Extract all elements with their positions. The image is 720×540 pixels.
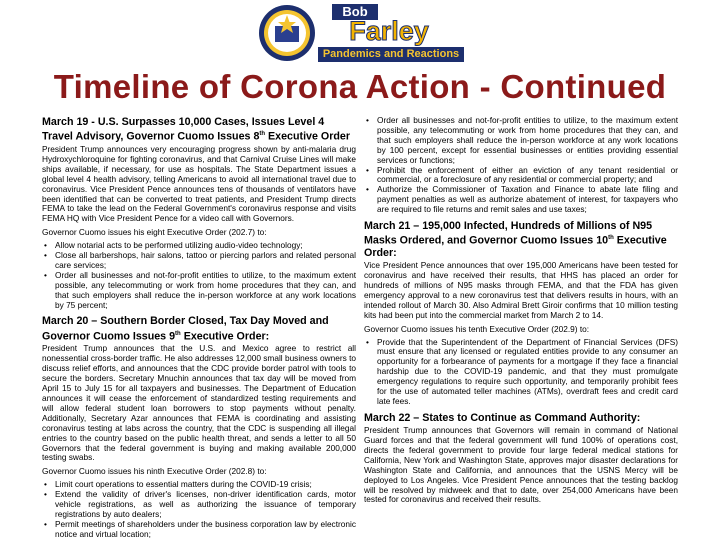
list-item: • Authorize the Commissioner of Taxation and Finance to abate late filing and payment penalties as well as authorize abatement of interest, for taxpayers who are required to file returns and remit sales and use taxes; [364,185,678,215]
list-item: • Close all barbershops, hair salons, tattoo or piercing parlors and related personal care services; [42,251,356,271]
executive-order-list [42,480,356,539]
executive-order-list-continued [364,116,678,215]
logo [258,4,464,62]
section-body-march-20: President Trump announces that the U.S. and Mexico agree to restrict all nonessential cross-border traffic. He also addresses 12,000 small business owners to discuss relief efforts, and announces that the CDC provide border patrol with tools to secure the borders. Secretary Mnuchin announces that tax day will be moved from April 15 to July 15 for all taxpayers and businesses. The Department of Education announces it will cease the enforcement of standardized testing requirements and will allow federal student loan borrowers to stop payments without penalty. Additionally, Secretary Azar announces that FEMA is coordinating and assisting coronavirus testing at labs across the country, that the CDC is suspending all illegal entries to the country based on the public health threat, and sends a letter to all 50 Governors that the federal government is buying and making available 200,000 testing swabs. [42,343,356,463]
section-heading-march-19: March 19 - U.S. Surpasses 10,000 Cases, Issues Level 4 Travel Advisory, Governor Cuomo Issues 8th Executive Order [42,116,351,143]
list-item: • Prohibit the enforcement of either an eviction of any tenant residential or commercial, or a foreclosure of any residential or commercial property; and [364,166,678,186]
list-item: • Order all businesses and not-for-profit entities to utilize, to the maximum extent possible, any telecommuting or work from home procedures that they can, and that such employers shall reduce the in-person workforce at any work locations by 100 percent, except for essential businesses or entities providing essential services or functions; [364,116,678,166]
executive-order-list [42,241,356,310]
section-heading-march-20: March 20 – Southern Border Closed, Tax Day Moved and Governor Cuomo Issues 9th Executive Order: [42,315,329,343]
section-body-march-22: President Trump announces that Governors will remain in command of National Guard forces and that the federal government will fund 100% of operations cost, directs the federal government to provide four large federal medical stations for California, New York and Washington State, approves major disaster declarations for Washington State and California, and announces that the USNS Mercy will be deployed to Los Angeles. Vice President Pence announces that the testing backlog will be resolved by midweek and that to date, over 254,000 Americans have been tested for coronavirus and received their results. [364,425,678,505]
logo-top-text: Bob [332,4,378,20]
list-item: • Limit court operations to essential matters during the COVID-19 crisis; [42,480,356,490]
section-body-march-19: President Trump announces very encouraging progress shown by anti-malaria drug Hydroxychloroquine for fighting coronavirus, and that Carnival Cruise Lines will make ships available, if necessary, for use as hospitals. The State Department issues a global level 4 health advisory, telling Americans to avoid all international travel due to coronavirus. Vice President Pence announces tens of thousands of ventilators have been identified that can be converted to treat patients, and President Trump directs FEMA to take the lead on the Federal Government's coronavirus response and visits FEMA HQ with Vice President Pence for a video call with Governors. [42,143,356,224]
right-column [364,116,678,508]
list-item: • Extend the validity of driver's licenses, non-driver identification cards, motor vehicle registrations, as well as authorizing the issuance of temporary registrations by auto dealers; [42,490,356,520]
page-title: Timeline of Corona Action - Continued [53,68,667,105]
list-item: • Provide that the Superintendent of the Department of Financial Services (DFS) must ensure that any licensed or regulated entities provide to any consumer an opportunity for a forbearance of payments for a mortgage if they face a financial hardship due to the COVID-19 pandemic, and that they must promulgate emergency regulations to require such opportunity, and temporarily prohibit fees for the use of automated teller machines (ATMs), overdraft fees and credit card late fees. [364,338,678,407]
executive-order-lead: Governor Cuomo issues his eight Executive Order (202.7) to: [42,227,267,238]
list-item: • Permit meetings of shareholders under the business corporation law by electronic notice and virtual location; [42,520,356,540]
list-item: • Allow notarial acts to be performed utilizing audio-video technology; [42,241,356,251]
executive-order-lead: Governor Cuomo issues his ninth Executive Order (202.8) to: [42,466,267,477]
executive-order-list [364,338,678,407]
seal-icon [258,4,316,62]
logo-name: Farley [349,16,429,46]
section-heading-march-21: March 21 – 195,000 Infected, Hundreds of Millions of N95 Masks Ordered, and Governor Cuomo Issues 10th Executive Order: [364,220,667,260]
section-body-march-21: Vice President Pence announces that over 195,000 Americans have been tested for coronavirus and have received their results, that HHS has placed an order for hundreds of millions of N95 masks through FEMA, and that the FDA has given emergency approval to a new coronavirus test that delivers results in hours, with an intended rollout of March 30. Also Admiral Brett Giroir confirms that 10 million testing kits had been put into the commercial market from March 2 to 14. [364,260,678,320]
executive-order-lead: Governor Cuomo issues his tenth Executive Order (202.9) to: [364,323,590,334]
logo-tagline: Pandemics and Reactions [318,47,464,62]
list-item: • Order all businesses and not-for-profit entities to utilize, to the maximum extent possible, any telecommuting or work from home procedures that they can, and that such employers shall reduce the in-person workforce at any work locations by 75 percent; [42,271,356,311]
left-column [42,116,356,540]
section-heading-march-22: March 22 – States to Continue as Command Authority: [364,411,641,424]
